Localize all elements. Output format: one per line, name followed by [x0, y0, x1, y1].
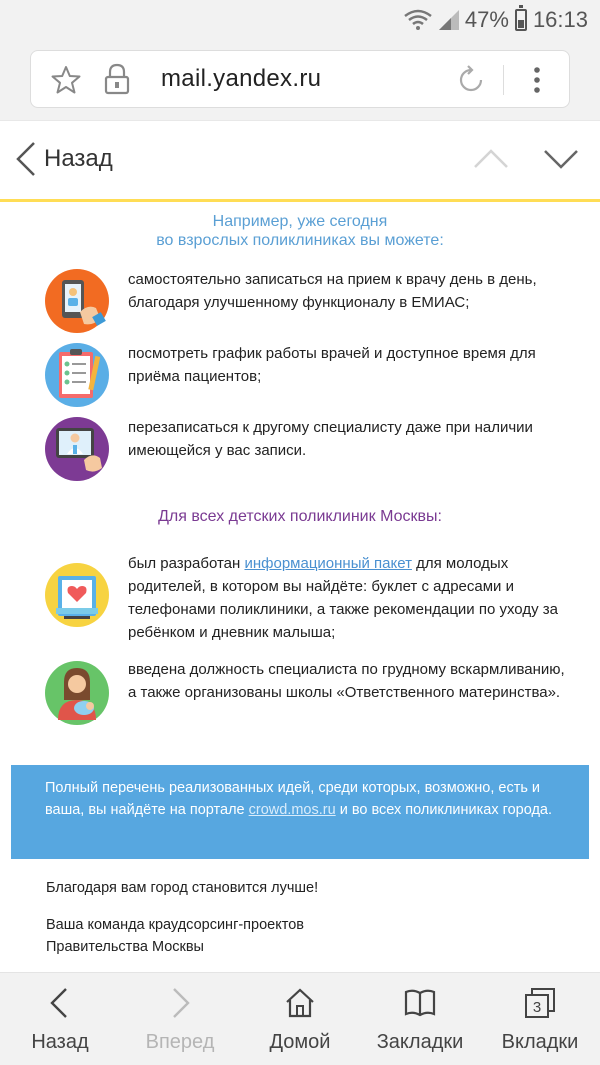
- chevron-left-icon: [14, 141, 38, 177]
- mail-back-button[interactable]: [14, 141, 113, 177]
- signature-line1: Ваша команда краудсорсинг-проектов: [46, 917, 304, 933]
- toolbar-bookmarks-button[interactable]: [360, 973, 480, 1065]
- intro-heading: [0, 212, 600, 250]
- list-item-text: введена должность специалиста по грудному вскармливанию, а также организованы школы «Ответственного материнства».: [128, 661, 565, 701]
- list-item-text-part: был разработан: [128, 555, 245, 572]
- reload-icon[interactable]: [455, 64, 487, 96]
- banner-text-part: Полный перечень реализованных идей, среди которых, возможно, есть и ваша, вы найдёте на портале: [45, 780, 541, 818]
- list-item-text: посмотреть график работы врачей и доступное время для приёма пациентов;: [128, 345, 536, 385]
- mail-header: [0, 120, 600, 202]
- mail-back-label: Назад: [44, 145, 113, 172]
- intro-heading-line1: Например, уже сегодня: [212, 213, 388, 230]
- wifi-icon: [403, 9, 433, 31]
- mother-baby-icon: [44, 660, 110, 726]
- toolbar-tabs-label: Вкладки: [501, 1031, 579, 1053]
- list-item: [44, 268, 564, 338]
- intro-heading-line2: во взрослых поликлиниках вы можете:: [156, 232, 444, 249]
- banner-text-part: и во всех поликлиниках города.: [335, 802, 553, 818]
- forward-arrow-icon: [164, 987, 196, 1019]
- list-item-text: [128, 552, 568, 644]
- url-text[interactable]: mail.yandex.ru: [161, 65, 322, 92]
- list-item-text: перезаписаться к другому специалисту даже при наличии имеющейся у вас записи.: [128, 419, 533, 459]
- next-message-chevron-down-icon[interactable]: [542, 143, 580, 173]
- doctor-tablet-icon: [44, 416, 110, 482]
- more-menu-icon[interactable]: [525, 64, 549, 96]
- toolbar-home-label: Домой: [269, 1031, 331, 1053]
- address-bar[interactable]: [30, 50, 570, 108]
- clock: 16:13: [532, 7, 588, 32]
- list-item-text: самостоятельно записаться на прием к врачу день в день, благодаря улучшенному функционалу в ЕМИАС;: [128, 271, 537, 311]
- portal-banner: [11, 765, 589, 859]
- status-bar: [0, 0, 600, 40]
- battery-icon: [515, 9, 527, 31]
- info-package-icon: [44, 562, 110, 628]
- toolbar-forward-button[interactable]: [120, 973, 240, 1065]
- address-bar-divider: [503, 65, 504, 95]
- lock-icon[interactable]: [103, 63, 131, 95]
- list-item: [44, 552, 564, 644]
- children-heading: Для всех детских поликлиник Москвы:: [158, 508, 442, 525]
- bookmarks-book-icon: [404, 987, 436, 1019]
- browser-toolbar: [0, 972, 600, 1065]
- status-indicators: [403, 6, 588, 34]
- toolbar-tabs-button[interactable]: [480, 973, 600, 1065]
- toolbar-back-label: Назад: [31, 1031, 89, 1053]
- crowd-portal-link[interactable]: crowd.mos.ru: [248, 802, 336, 818]
- signal-icon: [439, 10, 459, 30]
- toolbar-home-button[interactable]: [240, 973, 360, 1065]
- list-item: [44, 342, 564, 412]
- back-arrow-icon: [44, 987, 76, 1019]
- battery-percent: 47%: [464, 7, 509, 32]
- list-item-text-part: для молодых родителей, в котором вы найдёте: буклет с адресами и телефонами поликлиники, а также рекомендации по уходу за ребёнком и дневник малыша;: [128, 555, 558, 641]
- phone-appointment-icon: [44, 268, 110, 334]
- list-item: [44, 416, 564, 486]
- clipboard-schedule-icon: [44, 342, 110, 408]
- list-item: [44, 658, 564, 728]
- info-package-link[interactable]: информационный пакет: [244, 555, 412, 572]
- toolbar-back-button[interactable]: [0, 973, 120, 1065]
- toolbar-bookmarks-label: Закладки: [376, 1031, 464, 1053]
- thanks-text: Благодаря вам город становится лучше!: [46, 880, 319, 896]
- bookmark-star-icon[interactable]: [51, 65, 81, 95]
- previous-message-chevron-up-icon[interactable]: [472, 143, 510, 173]
- toolbar-forward-label: Вперед: [145, 1031, 215, 1053]
- signature: [46, 914, 304, 958]
- tabs-icon: [524, 987, 556, 1019]
- browser-top-bar: [0, 40, 600, 120]
- email-body: [0, 202, 600, 972]
- tabs-count: 3: [532, 999, 542, 1016]
- signature-line2: Правительства Москвы: [46, 939, 204, 955]
- home-icon: [284, 987, 316, 1019]
